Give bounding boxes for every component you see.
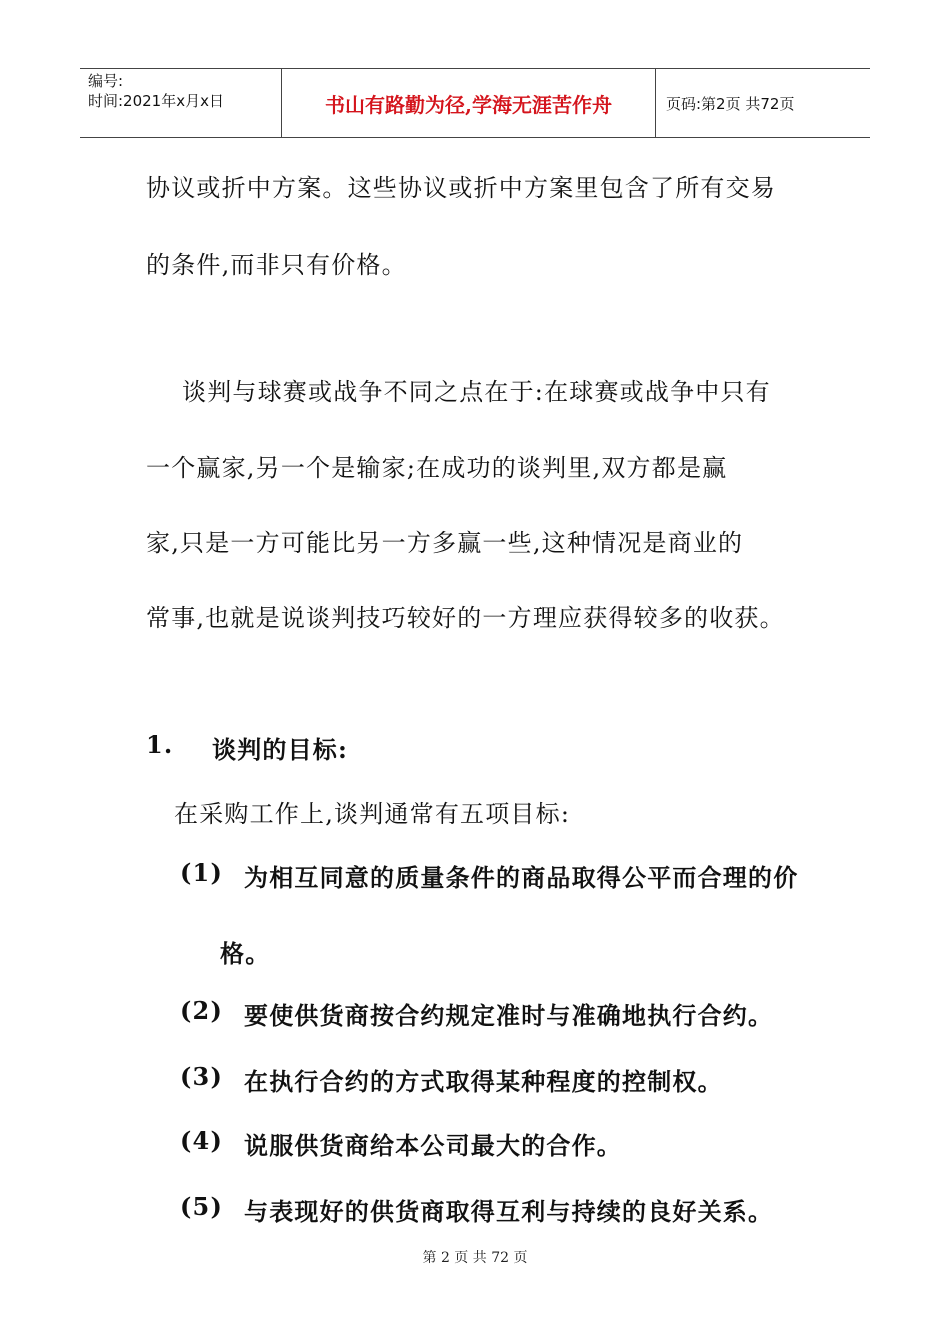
header-meta xyxy=(80,69,282,137)
section-title: 谈判的目标: xyxy=(212,735,349,764)
goal-number: (1) xyxy=(180,858,224,887)
body-line: 的条件,而非只有价格。 xyxy=(146,251,407,279)
time-label: 时间:2021年x月x日 xyxy=(88,92,224,110)
goal-number: (4) xyxy=(180,1126,224,1155)
header-motto: 书山有路勤为径,学海无涯苦作舟 xyxy=(282,69,656,137)
body-line: 一个赢家,另一个是输家;在成功的谈判里,双方都是赢 xyxy=(146,454,728,482)
body-line: 家,只是一方可能比另一方多赢一些,这种情况是商业的 xyxy=(146,529,744,557)
body-line: 常事,也就是说谈判技巧较好的一方理应获得较多的收获。 xyxy=(146,604,785,632)
body-line: 协议或折中方案。这些协议或折中方案里包含了所有交易 xyxy=(146,174,776,202)
section-number: 1. xyxy=(146,730,174,759)
goal-text: 说服供货商给本公司最大的合作。 xyxy=(244,1131,622,1160)
goal-number: (5) xyxy=(180,1192,224,1221)
header-page-info: 页码:第2页 共72页 xyxy=(666,94,795,113)
goal-text: 要使供货商按合约规定准时与准确地执行合约。 xyxy=(244,1001,774,1030)
number-label: 编号: xyxy=(88,72,124,90)
intro-line: 在采购工作上,谈判通常有五项目标: xyxy=(174,800,571,828)
goal-text: 为相互同意的质量条件的商品取得公平而合理的价 xyxy=(244,863,799,892)
goal-text: 与表现好的供货商取得互利与持续的良好关系。 xyxy=(244,1197,774,1226)
page-footer: 第 2 页 共 72 页 xyxy=(422,1250,528,1266)
page-header xyxy=(80,68,870,138)
goal-number: (3) xyxy=(180,1062,224,1091)
body-line: 谈判与球赛或战争不同之点在于:在球赛或战争中只有 xyxy=(182,378,771,406)
goal-text: 在执行合约的方式取得某种程度的控制权。 xyxy=(244,1067,723,1096)
goal-text-cont: 格。 xyxy=(220,939,271,968)
goal-number: (2) xyxy=(180,996,224,1025)
